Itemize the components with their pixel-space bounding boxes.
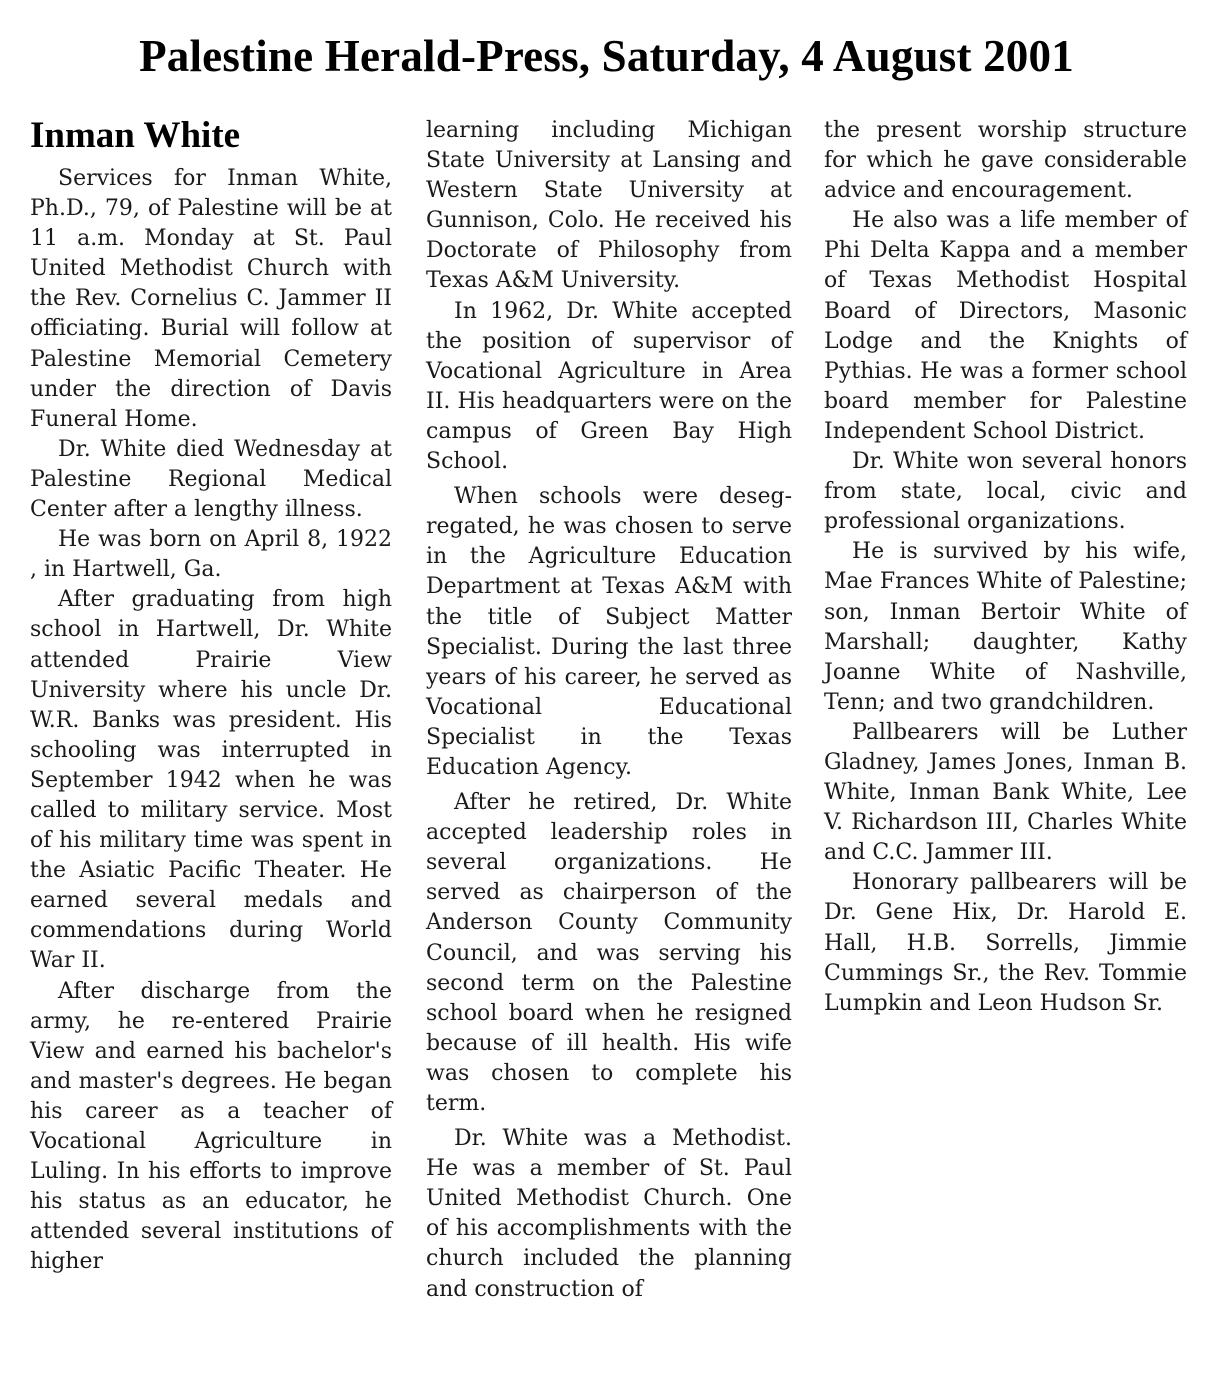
paragraph-death: Dr. White died Wednesday at Palestine Regional Medical Center after a lengthy illness. [30, 436, 392, 523]
paragraph-desegregation: When schools were desegregated, he was chosen to serve in the Agriculture Education Department at Texas A&M with the title of Subject Matter Specialist. During the last three years of his career, he served as Vocational Educational Specialist in the Texas Education Agency. [426, 484, 792, 780]
paragraph-honorary-pallbearers: Honorary pallbearers will be Dr. Gene Hix, Dr. Harold E. Hall, H.B. Sorrells, Jimmie Cummings Sr., the Rev. Tommie Lumpkin and Leon Hudson Sr. [824, 870, 1187, 1016]
paragraph-career-start-continued: learning including Michigan State University at Lansing and Western State University at Gunnison, Colo. He received his Doctorate of Philosophy from Texas A&M University. [426, 118, 792, 294]
paragraph-pallbearers: Pallbearers will be Luther Gladney, James Jones, Inman B. White, Inman Bank White, Lee V. Richardson III, Charles White and C.C. Jammer III. [824, 719, 1187, 866]
paragraph-memberships: He also was a life member of Phi Delta Kappa and a member of Texas Methodist Hospital Board of Directors, Masonic Lodge and the Knights of Pythias. He was a former school board member for Palestine Independent School District. [824, 208, 1187, 444]
paragraph-services: Services for Inman White, Ph.D., 79, of Palestine will be at 11 a.m. Monday at St. Paul United Methodist Church with the Rev. Cornelius C. Jammer II officiating. Burial will follow at Palestine Memorial Cemetery under the direction of Davis Funeral Home. [30, 166, 392, 432]
paragraph-honors: Dr. White won several honors from state, local, civic and professional organizations. [824, 449, 1187, 535]
masthead-title: Palestine Herald-Press, Saturday, 4 August 2001 [139, 31, 1074, 81]
paragraph-survivors: He is survived by his wife, Mae Frances White of Palestine; son, Inman Bertoir White of Marshall; daughter, Kathy Joanne White of Nashville, Tenn; and two grandchildren. [824, 539, 1187, 715]
paragraph-career-start: After discharge from the army, he re-entered Prairie View and earned his bachelor's and master's degrees. He began his career as a teacher of Vocational Agriculture in Luling. In his efforts to improve his status as an educator, he attended several institutions of higher [30, 978, 392, 1275]
obituary-headline: Inman White [30, 115, 241, 156]
paragraph-supervisor: In 1962, Dr. White accepted the position of supervisor of Vocational Agriculture in Area II. His headquarters were on the campus of Green Bay High School. [426, 298, 792, 475]
paragraph-methodist: Dr. White was a Methodist. He was a member of St. Paul United Methodist Church. One of his accomplishments with the church included the planning and construction of [426, 1126, 792, 1302]
column-2 [426, 116, 792, 1305]
column-3 [824, 116, 1187, 1019]
paragraph-education-military: After graduating from high school in Hartwell, Dr. White attended Prairie View University where his uncle Dr. W.R. Banks was president. His schooling was interrupted in September 1942 when he was called to military service. Most of his military time was spent in the Asiatic Pacific Theater. He earned several medals and commendations during World War II. [30, 587, 392, 974]
paragraph-methodist-continued: the present worship structure for which he gave considerable advice and encouragement. [824, 118, 1187, 204]
column-1 [30, 116, 392, 1277]
paragraph-birth: He was born on April 8, 1922 , in Hartwell, Ga. [30, 527, 392, 583]
paragraph-retirement: After he retired, Dr. White accepted leadership roles in several organizations. He served as chairperson of the Anderson County Community Council, and was serving his second term on the Palestine school board when he resigned because of ill health. His wife was chosen to complete his term. [426, 790, 792, 1116]
